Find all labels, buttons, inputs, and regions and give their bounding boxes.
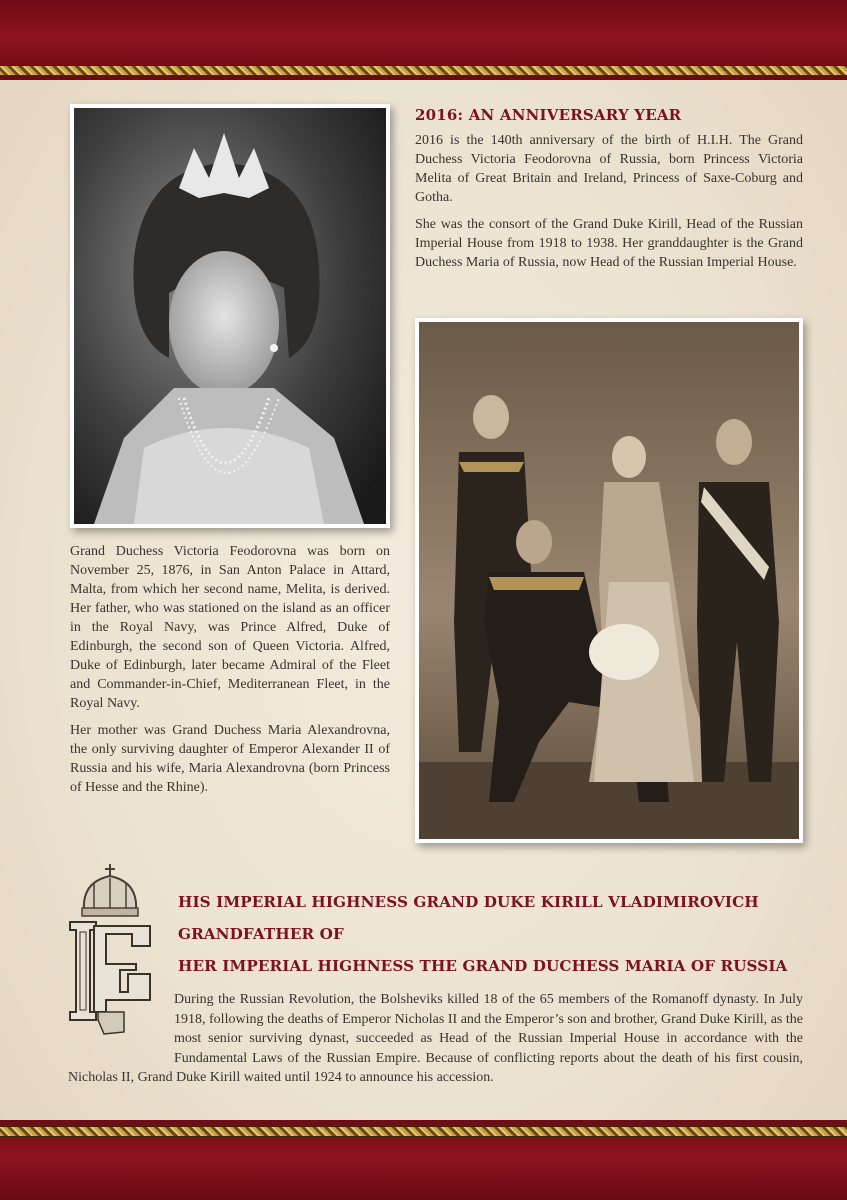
biography-paragraph: Grand Duchess Victoria Feodorovna was born on November 25, 1876, in San Anton Palace in Attard, Malta, from which her second name, Melita, is derived. Her father, who was stationed on the island as an officer in the Royal Navy, was Prince Alfred, Duke of Edinburgh, the second son of Queen Victoria. Alfred, Duke of Edinburgh, later became Admiral of the Fleet and Commander-in-Chief, Mediterranean Fleet, in the Royal Navy. bbox=[70, 544, 390, 711]
bottom-gold-braid bbox=[0, 1126, 847, 1137]
kirill-text bbox=[68, 990, 803, 1088]
biography-paragraph: Her mother was Grand Duchess Maria Alexandrovna, the only surviving daughter of Emperor Alexander II of Russia and his wife, Maria Alexandrovna (born Princess of Hesse and the Rhine). bbox=[70, 723, 390, 795]
group-photo-image bbox=[419, 322, 799, 839]
kirill-heading-line-1: HIS IMPERIAL HIGHNESS GRAND DUKE KIRILL VLADIMIROVICH bbox=[178, 893, 759, 911]
kirill-heading-line-2: GRANDFATHER OF bbox=[178, 925, 344, 943]
top-decorative-band bbox=[0, 0, 847, 80]
portrait-photo-image bbox=[74, 108, 386, 524]
anniversary-heading: 2016: AN ANNIVERSARY YEAR bbox=[415, 106, 682, 124]
kirill-heading-line-3: HER IMPERIAL HIGHNESS THE GRAND DUCHESS MARIA OF RUSSIA bbox=[178, 957, 788, 975]
group-photo-imperial-family bbox=[415, 318, 803, 843]
anniversary-paragraph: She was the consort of the Grand Duke Kirill, Head of the Russian Imperial House from 1918 to 1938. Her granddaughter is the Grand Duchess Maria of Russia, now Head of the Russian Imperial House. bbox=[415, 217, 803, 270]
portrait-photo-grand-duchess bbox=[70, 104, 390, 528]
bottom-decorative-band bbox=[0, 1120, 847, 1200]
monogram-text-wrap-spacer bbox=[68, 990, 174, 1052]
biography-text bbox=[70, 542, 390, 805]
kirill-paragraph: During the Russian Revolution, the Bolsheviks killed 18 of the 65 members of the Romanoff dynasty. In July 1918, following the deaths of Emperor Nicholas II and the Emperor’s son and brother, Grand Duke Kirill, as the most senior surviving dynast, succeeded as Head of the Russian Imperial House in accordance with the Fundamental Laws of the Russian Empire. Because of conflicting reports about the death of his first cousin, Nicholas II, Grand Duke Kirill waited until 1924 to announce his accession. bbox=[68, 992, 803, 1085]
top-gold-braid bbox=[0, 65, 847, 76]
anniversary-text bbox=[415, 131, 803, 280]
anniversary-paragraph: 2016 is the 140th anniversary of the birth of H.I.H. The Grand Duchess Victoria Feodorovna of Russia, born Princess Victoria Melita of Great Britain and Ireland, Princess of Saxe-Coburg and Gotha. bbox=[415, 133, 803, 205]
